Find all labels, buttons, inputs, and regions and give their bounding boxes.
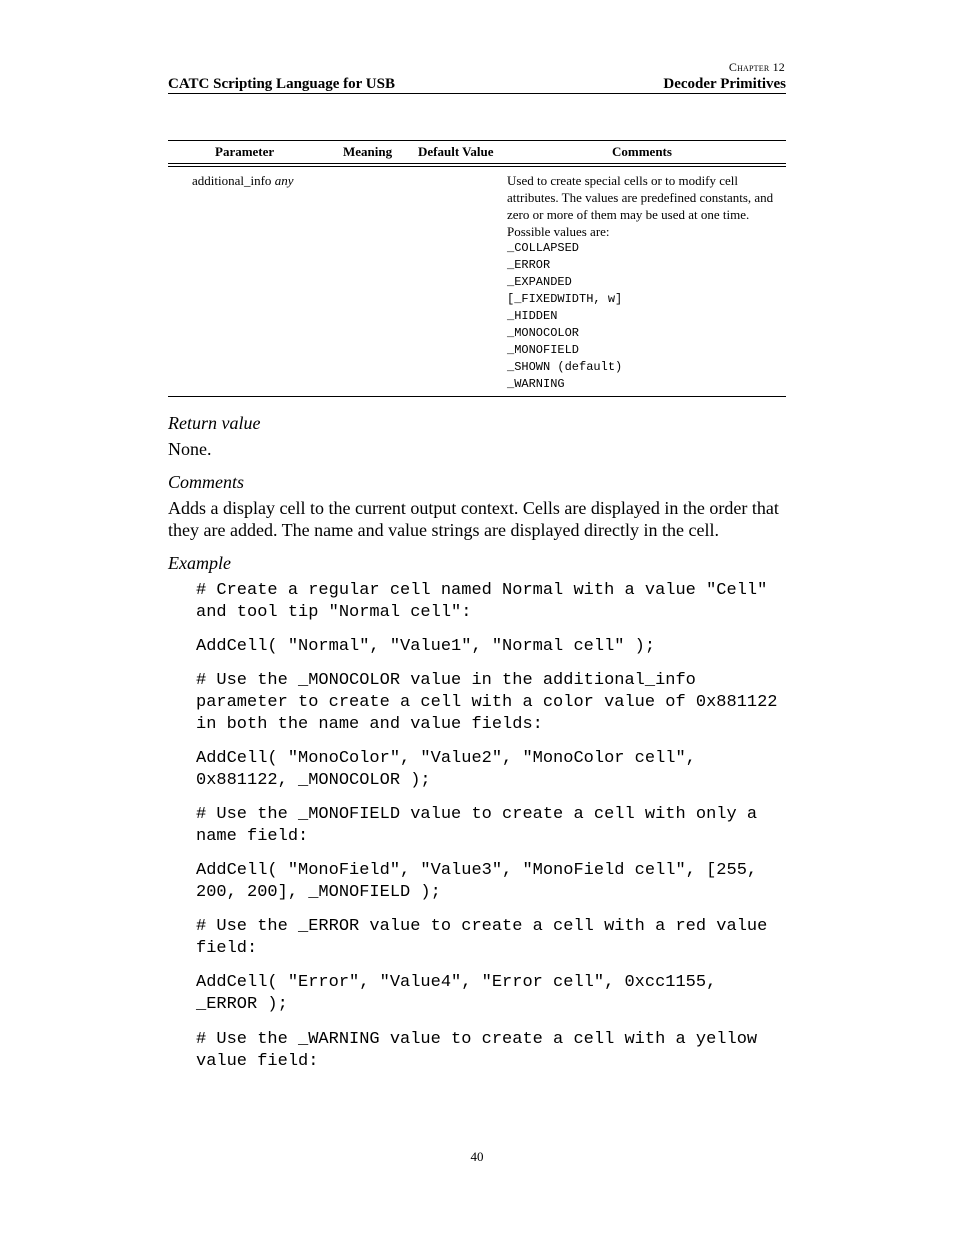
- code-comment-warning: # Use the _WARNING value to create a cell with a yellow value field:: [196, 1030, 768, 1071]
- header-title-left: CATC Scripting Language for USB: [168, 76, 395, 92]
- value-monofield: _MONOFIELD: [507, 343, 580, 357]
- return-value-text: None.: [168, 439, 212, 459]
- table-row: [168, 167, 786, 396]
- value-expanded: _EXPANDED: [507, 275, 572, 289]
- parameter-cell: [192, 173, 293, 189]
- code-line-monocolor: AddCell( "MonoColor", "Value2", "MonoColor cell", 0x881122, _MONOCOLOR );: [196, 749, 707, 790]
- code-comment-monocolor: # Use the _MONOCOLOR value in the additional_info parameter to create a cell with a color value of 0x881122 in both the name and value fields:: [196, 671, 788, 734]
- comments-text: Adds a display cell to the current output context. Cells are displayed in the order that they are added. The name and value strings are displayed directly in the cell.: [168, 498, 779, 540]
- value-hidden: _HIDDEN: [507, 309, 558, 323]
- comments-heading: Comments: [168, 472, 244, 492]
- comments-cell: [507, 172, 782, 393]
- parameter-name: additional_info: [192, 173, 272, 188]
- column-header-default-value: Default Value: [418, 144, 494, 159]
- code-line-error: AddCell( "Error", "Value4", "Error cell", 0xcc1155, _ERROR );: [196, 973, 727, 1014]
- parameter-table: [168, 140, 786, 397]
- code-comment-error: # Use the _ERROR value to create a cell with a red value field:: [196, 917, 778, 958]
- value-collapsed: _COLLAPSED: [507, 241, 580, 255]
- return-value-heading: Return value: [168, 413, 261, 433]
- code-line-monofield: AddCell( "MonoField", "Value3", "MonoField cell", [255, 200, 200], _MONOFIELD );: [196, 861, 768, 902]
- value-shown: _SHOWN (default): [507, 360, 623, 374]
- value-fixedwidth: [_FIXEDWIDTH, w]: [507, 292, 623, 306]
- parameter-type: any: [274, 173, 294, 188]
- column-header-meaning: Meaning: [343, 144, 393, 159]
- chapter-label: Chapter 12: [728, 60, 785, 74]
- page-number: 40: [470, 1149, 484, 1164]
- column-header-comments: Comments: [612, 144, 672, 159]
- value-error: _ERROR: [507, 258, 551, 272]
- running-header: [168, 76, 786, 94]
- comments-description: Used to create special cells or to modify cell attributes. The values are predefined constants, and zero or more of them may be used at one time. Possible values are:: [507, 173, 774, 239]
- value-monocolor: _MONOCOLOR: [507, 326, 580, 340]
- example-heading: Example: [168, 553, 231, 573]
- code-comment-monofield: # Use the _MONOFIELD value to create a cell with only a name field:: [196, 805, 768, 846]
- code-line-normal: AddCell( "Normal", "Value1", "Normal cell" );: [196, 637, 656, 656]
- value-warning: _WARNING: [507, 377, 565, 391]
- code-comment-normal: # Create a regular cell named Normal with a value "Cell" and tool tip "Normal cell":: [196, 581, 778, 622]
- column-header-parameter: Parameter: [215, 144, 275, 159]
- header-title-right: Decoder Primitives: [663, 76, 786, 92]
- table-header-row: [168, 141, 786, 163]
